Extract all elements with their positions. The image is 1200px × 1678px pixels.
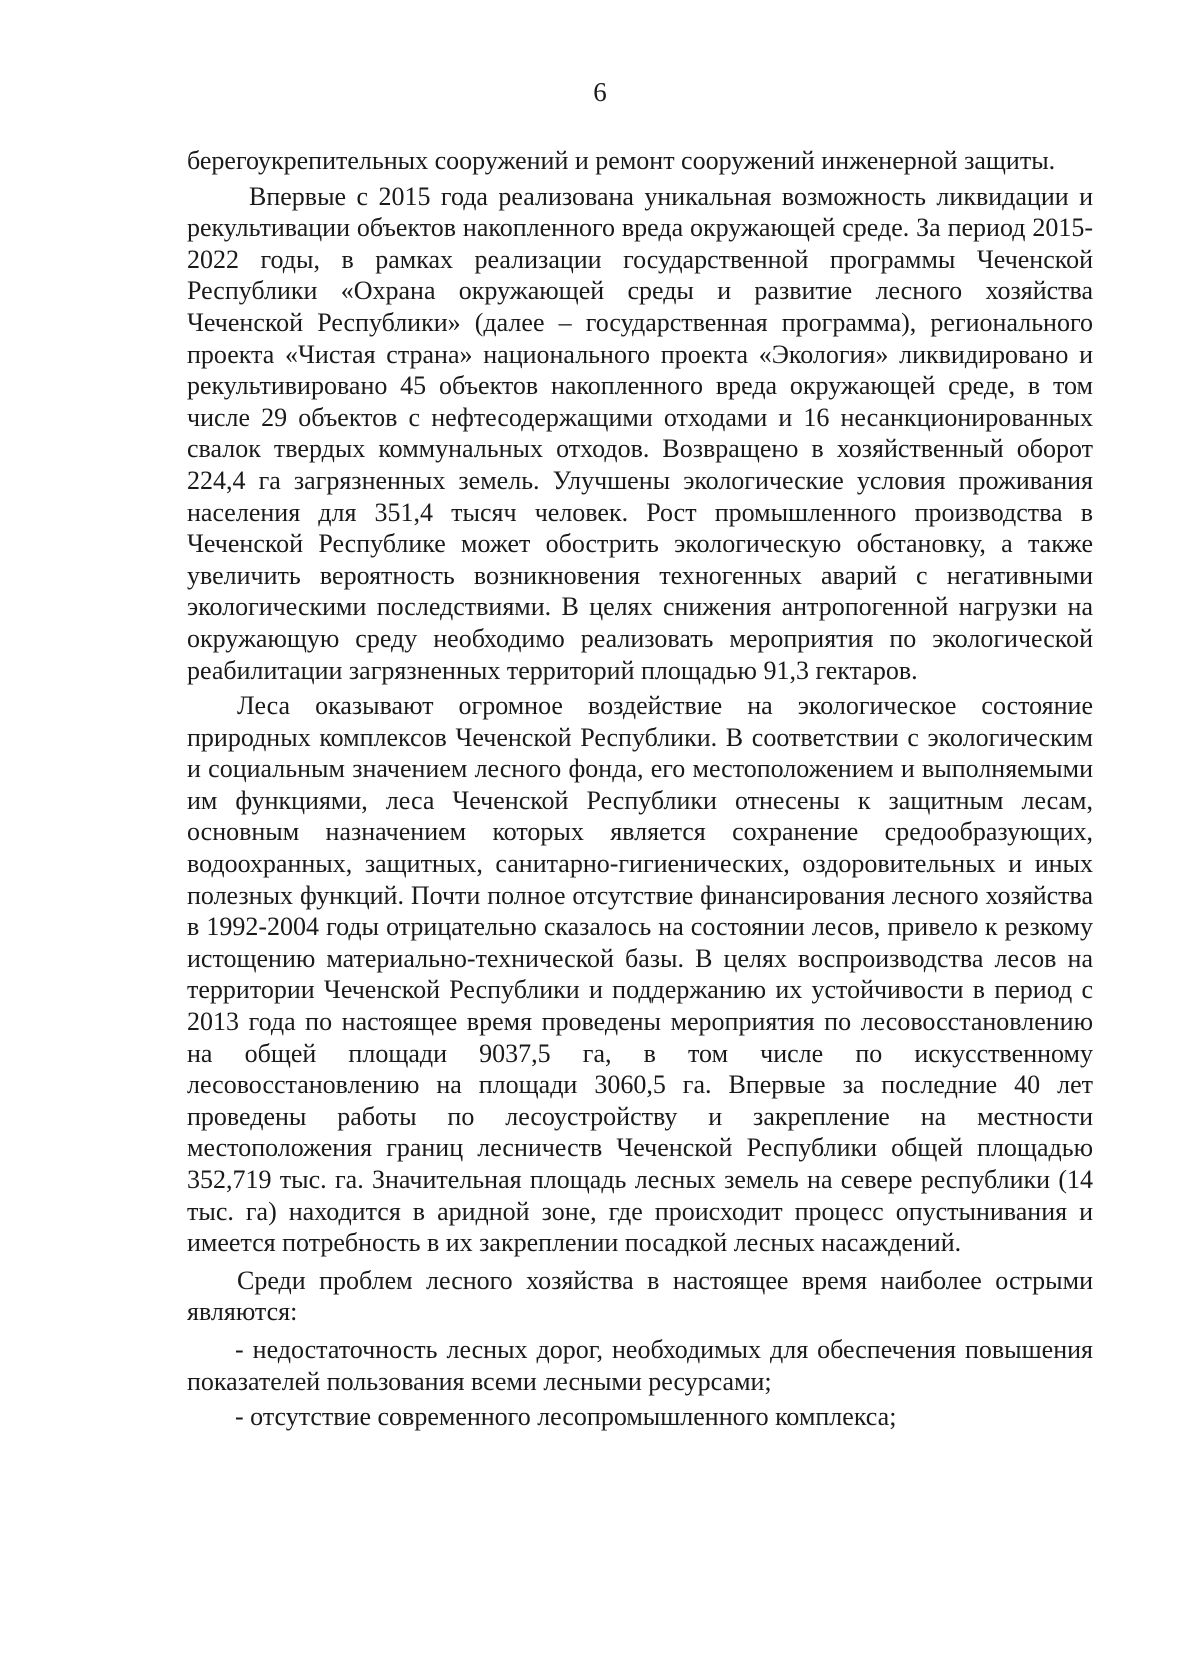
- list-item-timber-complex: - отсутствие современного лесопромышленного комплекса;: [235, 1402, 897, 1432]
- paragraph-continuation: берегоукрепительных сооружений и ремонт сооружений инженерной защиты.: [187, 146, 1056, 175]
- document-body: [187, 145, 1093, 1433]
- paragraph-accumulated-damage: Впервые с 2015 года реализована уникальная возможность ликвидации и рекультивации объектов накопленного вреда окружающей среде. За период 2015-2022 годы, в рамках реализации государственной программы Чеченской Республики «Охрана окружающей среды и развитие лесного хозяйства Чеченской Республики» (далее – государственная программа), регионального проекта «Чистая страна» национального проекта «Экология» ликвидировано и рекультивировано 45 объектов накопленного вреда окружающей среде, в том числе 29 объектов с нефтесодержащими отходами и 16 несанкционированных свалок твердых коммунальных отходов. Возвращено в хозяйственный оборот 224,4 га загрязненных земель. Улучшены экологические условия проживания населения для 351,4 тысяч человек. Рост промышленного производства в Чеченской Республике может обострить экологическую обстановку, а также увеличить вероятность возникновения техногенных аварий с негативными экологическими последствиями. В целях снижения антропогенной нагрузки на окружающую среду необходимо реализовать мероприятия по экологической реабилитации загрязненных территорий площадью 91,3 гектаров.: [187, 181, 1093, 685]
- list-item-forest-roads: - недостаточность лесных дорог, необходимых для обеспечения повышения показателей пользования всеми лесными ресурсами;: [187, 1334, 1093, 1396]
- paragraph-forests: Леса оказывают огромное воздействие на экологическое состояние природных комплексов Чеченской Республики. В соответствии с экологическим и социальным значением лесного фонда, его местоположением и выполняемыми им функциями, леса Чеченской Республики отнесены к защитным лесам, основным назначением которых является сохранение средообразующих, водоохранных, защитных, санитарно-гигиенических, оздоровительных и иных полезных функций. Почти полное отсутствие финансирования лесного хозяйства в 1992-2004 годы отрицательно сказалось на состоянии лесов, привело к резкому истощению материально-технической базы. В целях воспроизводства лесов на территории Чеченской Республики и поддержанию их устойчивости в период с 2013 года по настоящее время проведены мероприятия по лесовосстановлению на общей площади 9037,5 га, в том числе по искусственному лесовосстановлению на площади 3060,5 га. Впервые за последние 40 лет проведены работы по лесоустройству и закрепление на местности местоположения границ лесничеств Чеченской Республики общей площадью 352,719 тыс. га. Значительная площадь лесных земель на севере республики (14 тыс. га) находится в аридной зоне, где происходит процесс опустынивания и имеется потребность в их закреплении посадкой лесных насаждений.: [187, 691, 1093, 1258]
- paragraph-problems-intro: Среди проблем лесного хозяйства в настоящее время наиболее острыми являются:: [187, 1265, 1093, 1327]
- page-number: 6: [593, 77, 607, 107]
